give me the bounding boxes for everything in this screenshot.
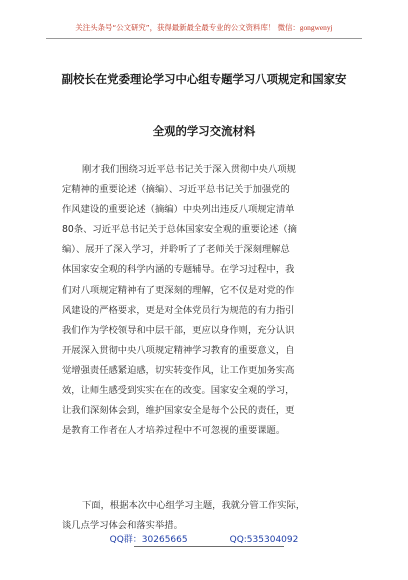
document-title-line-2: 全观的学习交流材料 (152, 124, 256, 138)
paragraph-line: 80条、习近平总书记关于总体国家安全观的重要论述（摘 (62, 224, 297, 236)
paragraph-2 (62, 496, 352, 536)
paragraph-line: 开展深入贯彻中央八项规定精神学习教育的重要意义，自 (62, 344, 295, 356)
footer-qq-group: QQ群：30265665 (109, 535, 188, 545)
paragraph-line: 作风建设的重要论述（摘编）中央列出违反八项规定清单 (62, 204, 295, 216)
footer-contact (0, 532, 408, 545)
paragraph-line: 谈几点学习体会和落实举措。 (62, 520, 183, 532)
header-divider (46, 38, 362, 39)
paragraph-line: 编）、展开了深入学习，并聆听了了老师关于深刻理解总 (62, 244, 290, 256)
paragraph-line: 定精神的重要论述（摘编）、习近平总书记关于加强党的 (62, 184, 290, 196)
paragraph-line: 效，让师生感受到实实在在的改变。国家安全观的学习， (62, 385, 295, 397)
paragraph-line: 刚才我们围绕习近平总书记关于深入贯彻中央八项规 (82, 164, 296, 175)
header-promo-text: 关注头条号“公文研究”，获得最新最全最专业的公文资料库！ 微信： (75, 23, 300, 32)
paragraph-line: 风建设的严格要求，更是对全体党员行为规范的有力指引 (62, 304, 295, 316)
paragraph-line: 觉增强责任感紧迫感，切实转变作风，让工作更加务实高 (62, 364, 295, 376)
paragraph-line: 下面，根据本次中心组学习主题，我就分管工作实际， (82, 500, 306, 511)
paragraph-line: 们对八项规定精神有了更深刻的理解，它不仅是对党的作 (62, 284, 295, 296)
header-promo-note (0, 22, 408, 33)
document-title-line-1: 副校长在党委理论学习中心组专题学习八项规定和国家安 (61, 72, 347, 86)
paragraph-line: 是教育工作者在人才培养过程中不可忽视的重要课题。 (62, 425, 286, 437)
header-wechat-id: gongwenyj (299, 23, 333, 32)
footer-underline (134, 546, 284, 547)
paragraph-line: 我们作为学校领导和中层干部，更应以身作则，充分认识 (62, 324, 295, 336)
paragraph-line: 体国家安全观的科学内涵的专题辅导。在学习过程中，我 (62, 264, 295, 276)
footer-qq-number: QQ:535304092 (229, 535, 299, 545)
paragraph-1 (62, 160, 352, 441)
paragraph-line: 让我们深刻体会到，维护国家安全是每个公民的责任，更 (62, 405, 295, 417)
